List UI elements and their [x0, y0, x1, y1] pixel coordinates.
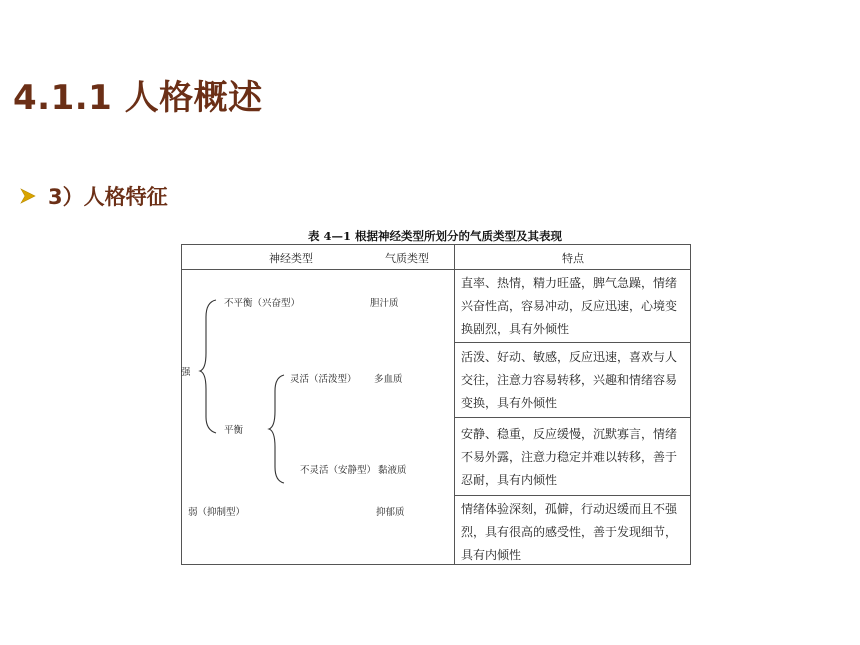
row-divider: [454, 342, 690, 343]
temperament-melancholic: 抑郁质: [376, 507, 405, 518]
label-weak: 弱（抑制型）: [188, 507, 246, 518]
bullet-item: [20, 181, 168, 211]
temperament-sanguine: 多血质: [374, 374, 403, 385]
traits-choleric: 直率、热情，精力旺盛，脾气急躁，情绪兴奋性高，容易冲动，反应迅速，心境变换剧烈，具有外倾性: [461, 276, 678, 336]
label-inflexible: 不灵活（安静型）: [300, 465, 377, 476]
traits-sanguine: 活泼、好动、敏感，反应迅速，喜欢与人交往，注意力容易转移，兴趣和情绪容易变换，具有外倾性: [461, 350, 678, 410]
table-caption: 表 4—1 根据神经类型所划分的气质类型及其表现: [307, 229, 562, 243]
traits-melancholic: 情绪体验深刻，孤僻，行动迟缓而且不强烈，具有很高的感受性，善于发现细节，具有内倾性: [461, 502, 678, 562]
traits-phlegmatic: 安静、稳重，反应缓慢，沉默寡言，情绪不易外露，注意力稳定并难以转移，善于忍耐，具有内倾性: [461, 427, 678, 487]
header-traits: 特点: [562, 252, 584, 265]
arrow-bullet-icon: [20, 188, 36, 204]
temperament-phlegmatic: 黏液质: [378, 465, 407, 476]
header-nerve-type: 神经类型: [269, 252, 313, 265]
label-strong: 强: [181, 367, 191, 378]
temperament-choleric: 胆汁质: [370, 298, 399, 309]
label-flexible: 灵活（活泼型）: [290, 374, 357, 385]
label-balanced: 平衡: [224, 425, 244, 436]
row-divider: [454, 417, 690, 418]
row-divider: [454, 495, 690, 496]
bullet-text: 3）人格特征: [48, 185, 168, 209]
temperament-table: [181, 244, 691, 565]
label-unbalanced: 不平衡（兴奋型）: [224, 298, 301, 309]
slide-title: 4.1.1 人格概述: [13, 78, 263, 118]
header-temperament: 气质类型: [385, 252, 429, 265]
column-divider: [454, 245, 455, 565]
